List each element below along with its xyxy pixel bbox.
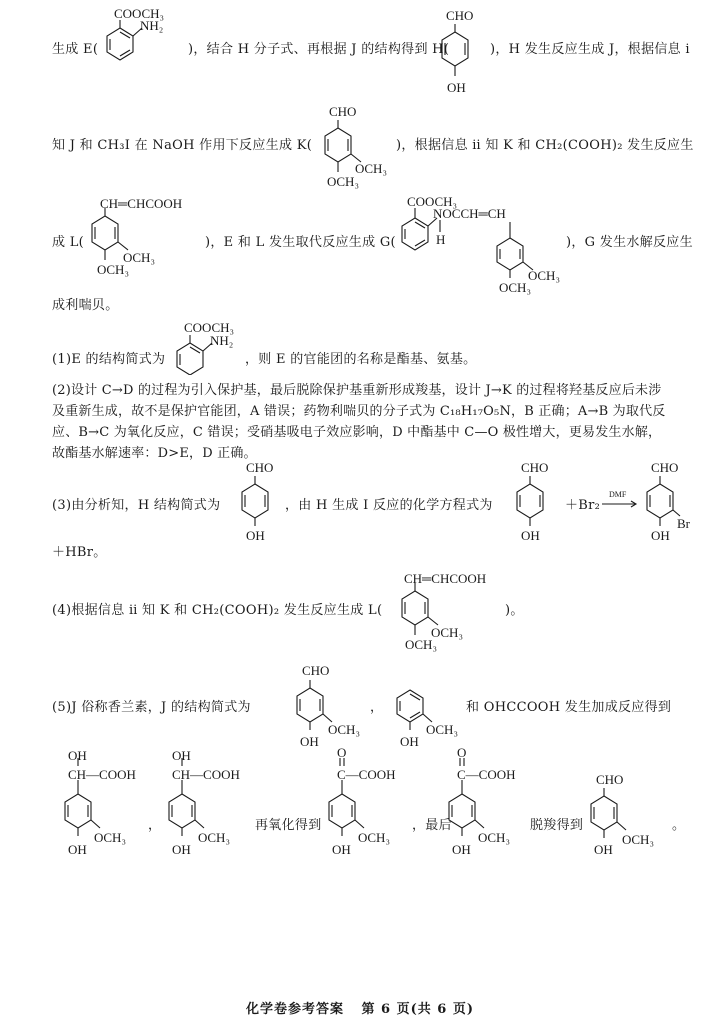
- text-p1c: )，H 发生反应生成 J，根据信息 ⅰ: [490, 42, 690, 57]
- svg-text:CH═CHCOOH: CH═CHCOOH: [100, 196, 183, 211]
- text-q3b: ，由 H 生成 I 反应的化学方程式为: [285, 498, 493, 513]
- molecule-J-vanillin: [290, 660, 370, 750]
- svg-text:NH₂: NH₂: [210, 333, 234, 348]
- molecule-E-structure: [100, 0, 190, 72]
- svg-text:OCH₃: OCH₃: [405, 637, 437, 652]
- text-q4b: )。: [505, 603, 524, 618]
- molecule-vanillin-product: [584, 772, 664, 864]
- text-q3a: (3)由分析知，H 结构简式为: [52, 498, 221, 513]
- molecule-mandelic-2: [162, 748, 257, 863]
- svg-text:OH: OH: [447, 80, 466, 95]
- text-q5g: 脱羧得到: [530, 818, 584, 833]
- svg-text:OH: OH: [651, 528, 670, 543]
- svg-text:OCH₃: OCH₃: [622, 832, 654, 847]
- page-footer: [0, 998, 720, 1017]
- svg-text:CHO: CHO: [446, 8, 474, 23]
- svg-text:OH: OH: [68, 748, 87, 763]
- svg-text:OH: OH: [300, 734, 319, 749]
- molecule-L-structure: [85, 190, 205, 280]
- text-q5h: 。: [672, 818, 686, 833]
- svg-text:OCH₃: OCH₃: [355, 161, 387, 176]
- text-q3c: ＋Br₂: [565, 498, 601, 513]
- text-p4: 成利喘贝。: [52, 298, 119, 313]
- text-p2a: 知 J 和 CH₃I 在 NaOH 作用下反应生成 K(: [52, 138, 313, 153]
- svg-text:OCH₃: OCH₃: [528, 268, 560, 283]
- svg-text:COOCH₃: COOCH₃: [114, 6, 165, 21]
- svg-text:OCH₃: OCH₃: [327, 174, 359, 189]
- text-q4a: (4)根据信息 ⅱ 知 K 和 CH₂(COOH)₂ 发生反应生成 L(: [52, 603, 383, 618]
- svg-text:OCH₃: OCH₃: [478, 830, 510, 845]
- molecule-mandelic-1: [58, 748, 153, 863]
- svg-text:C—COOH: C—COOH: [337, 767, 396, 782]
- text-p1b: )，结合 H 分子式、再根据 J 的结构得到 H(: [188, 42, 450, 57]
- molecule-keto-acid-2: [442, 748, 537, 863]
- text-q5d: ，: [148, 818, 162, 833]
- text-p3c: )，G 发生水解反应生: [566, 235, 693, 250]
- svg-text:OCH₃: OCH₃: [328, 722, 360, 737]
- molecule-K-structure: [315, 100, 395, 195]
- svg-text:CHO: CHO: [651, 460, 679, 475]
- svg-text:OCH₃: OCH₃: [97, 262, 129, 277]
- svg-text:O: O: [457, 748, 467, 760]
- text-q3d: ＋HBr。: [52, 545, 107, 560]
- svg-text:OH: OH: [68, 842, 87, 857]
- text-q5e: 再氧化得到: [255, 818, 322, 833]
- svg-text:OCH₃: OCH₃: [499, 280, 531, 295]
- text-q1b: ，则 E 的官能团的名称是酯基、氨基。: [245, 352, 477, 367]
- svg-text:OH: OH: [246, 528, 265, 543]
- svg-text:DMF: DMF: [609, 490, 627, 499]
- svg-text:CHO: CHO: [521, 460, 549, 475]
- svg-text:OCH₃: OCH₃: [198, 830, 230, 845]
- molecule-I-product: [640, 460, 710, 545]
- text-p3a: 成 L(: [52, 235, 85, 250]
- svg-text:COOCH₃: COOCH₃: [184, 320, 235, 335]
- molecule-H-structure: [430, 0, 490, 100]
- svg-text:C—COOH: C—COOH: [457, 767, 516, 782]
- svg-text:COOCH₃: COOCH₃: [407, 194, 458, 209]
- molecule-keto-acid-1: [322, 748, 417, 863]
- svg-text:CH═CHCOOH: CH═CHCOOH: [404, 571, 487, 586]
- reaction-arrow-dmf: [600, 488, 640, 510]
- svg-text:CH—COOH: CH—COOH: [172, 767, 240, 782]
- svg-text:OCH₃: OCH₃: [358, 830, 390, 845]
- text-p1a: 生成 E(: [52, 42, 99, 57]
- footer-title: 化学卷参考答案: [245, 1002, 344, 1017]
- molecule-H-answer: [235, 460, 285, 545]
- text-p3b: )，E 和 L 发生取代反应生成 G(: [205, 235, 396, 250]
- svg-text:CHO: CHO: [329, 104, 357, 119]
- svg-text:CHO: CHO: [302, 663, 330, 678]
- svg-text:OH: OH: [332, 842, 351, 857]
- text-q2: (2)设计 C→D 的过程为引入保护基，最后脱除保护基重新形成羧基，设计 J→K 的过程将羟基反应后未涉及重新生成，故不是保护官能团，A 错误；药物利喘贝的分子式为 C₁₈H₁₇O₅N，B 正确；A→B 为取代反应、B→C 为氧化反应，C 错误；受硝基吸电子效应影响，D 中酯基中 C—O 极性增大，更易发生水解，故酯基水解速率：D>E，D 正确。: [52, 383, 666, 461]
- footer-page-number: 第 6 页(共 6 页): [361, 1002, 475, 1017]
- svg-text:OH: OH: [594, 842, 613, 857]
- svg-text:OH: OH: [400, 734, 419, 749]
- text-p2b: )，根据信息 ⅱ 知 K 和 CH₂(COOH)₂ 发生反应生: [396, 138, 694, 153]
- svg-text:OCH₃: OCH₃: [431, 625, 463, 640]
- svg-text:NOCCH═CH: NOCCH═CH: [433, 206, 506, 221]
- molecule-G-structure: [395, 188, 570, 298]
- text-q5b: ，: [370, 700, 384, 715]
- molecule-H-reactant: [510, 460, 560, 545]
- svg-text:OH: OH: [521, 528, 540, 543]
- svg-text:NH₂: NH₂: [140, 18, 164, 33]
- molecule-L-answer: [395, 565, 515, 655]
- svg-text:OH: OH: [172, 842, 191, 857]
- text-q5c: 和 OHCCOOH 发生加成反应得到: [466, 700, 672, 715]
- svg-text:CHO: CHO: [246, 460, 274, 475]
- text-q5a: (5)J 俗称香兰素，J 的结构简式为: [52, 700, 251, 715]
- svg-text:O: O: [337, 748, 347, 760]
- svg-text:CH—COOH: CH—COOH: [68, 767, 136, 782]
- molecule-guaiacol: [380, 680, 460, 750]
- svg-text:OCH₃: OCH₃: [123, 250, 155, 265]
- molecule-E-answer: [170, 315, 250, 375]
- svg-text:OH: OH: [172, 748, 191, 763]
- text-q5f: ，最后: [412, 818, 452, 833]
- svg-text:Br: Br: [677, 516, 690, 531]
- svg-text:OCH₃: OCH₃: [94, 830, 126, 845]
- svg-text:OCH₃: OCH₃: [426, 722, 458, 737]
- svg-text:CHO: CHO: [596, 772, 624, 787]
- svg-text:H: H: [436, 232, 446, 247]
- svg-text:OH: OH: [452, 842, 471, 857]
- text-q1a: (1)E 的结构简式为: [52, 352, 166, 367]
